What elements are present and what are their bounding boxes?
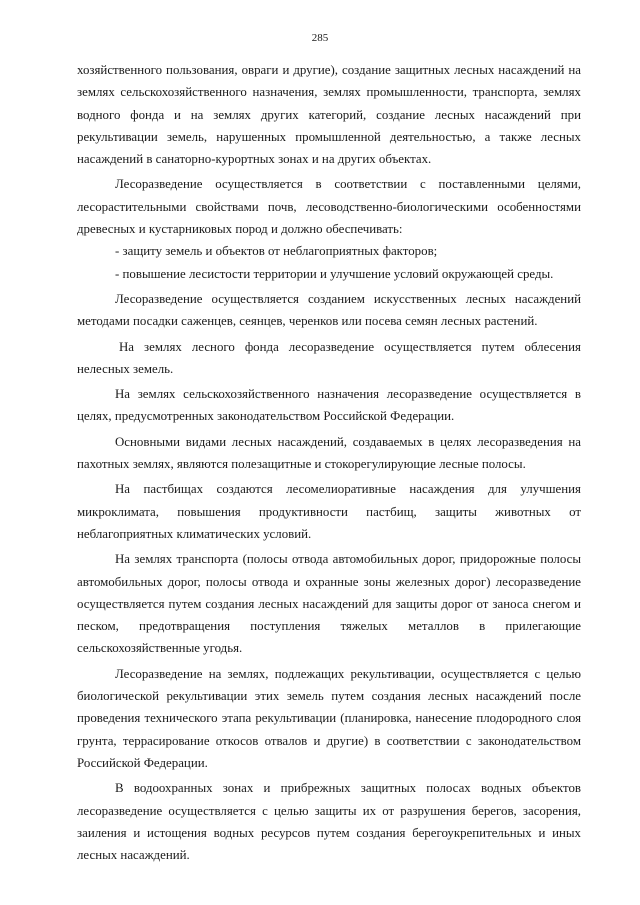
paragraph: На землях сельскохозяйственного назначения лесоразведение осуществляется в целях, предусмотренных законодательством Российской Федерации.: [77, 387, 581, 424]
list-item: - повышение лесистости территории и улучшение условий окружающей среды.: [115, 266, 554, 281]
paragraph: хозяйственного пользования, овраги и другие), создание защитных лесных насаждений на землях сельскохозяйственного назначения, землях промышленности, транспорта, землях водного фонда и на землях других категорий, создание лесных насаждений при рекультивации земель, нарушенных промышленной деятельностью, а также лесных насаждений в санаторно-курортных зонах и на других объектах.: [77, 63, 581, 167]
body-text: [77, 59, 581, 866]
paragraph: Основными видами лесных насаждений, создаваемых в целях лесоразведения на пахотных землях, являются полезащитные и стокорегулирующие лесные полосы.: [77, 434, 581, 472]
paragraph: На землях транспорта (полосы отвода автомобильных дорог, придорожные полосы автомобильных дорог, полосы отвода и охранные зоны железных дорог) лесоразведение осуществляется путем создания лесных насаждений для защиты дорог от заноса снегом и песком, предотвращения поступления тяжелых металлов в прилегающие сельскохозяйственные угодья.: [77, 552, 581, 656]
paragraph: Лесоразведение на землях, подлежащих рекультивации, осуществляется с целью биологической рекультивации этих земель путем создания лесных насаждений после проведения технического этапа рекультивации (планировка, нанесение плодородного слоя грунта, террасирование откосов отвалов и другие) в соответствии с законодательством Российской Федерации.: [77, 666, 581, 770]
paragraph: В водоохранных зонах и прибрежных защитных полосах водных объектов лесоразведение осуществляется с целью защиты их от разрушения берегов, засорения, заиления и истощения водных ресурсов путем создания берегоукрепительных и иных лесных насаждений.: [77, 781, 581, 863]
paragraph: На землях лесного фонда лесоразведение осуществляется путем облесения нелесных земель.: [77, 339, 581, 376]
paragraph: На пастбищах создаются лесомелиоративные насаждения для улучшения микроклимата, повышения продуктивности пастбищ, защиты животных от неблагоприятных климатических условий.: [77, 482, 581, 541]
paragraph: Лесоразведение осуществляется созданием искусственных лесных насаждений методами посадки саженцев, сеянцев, черенков или посева семян лесных растений.: [77, 291, 581, 329]
paragraph: Лесоразведение осуществляется в соответствии с поставленными целями, лесорастительными свойствами почв, лесоводственно-биологическими особенностями древесных и кустарниковых пород и должно обеспечивать:: [77, 177, 581, 237]
page-number: 285: [311, 32, 329, 44]
list-item: - защиту земель и объектов от неблагоприятных факторов;: [115, 244, 438, 259]
